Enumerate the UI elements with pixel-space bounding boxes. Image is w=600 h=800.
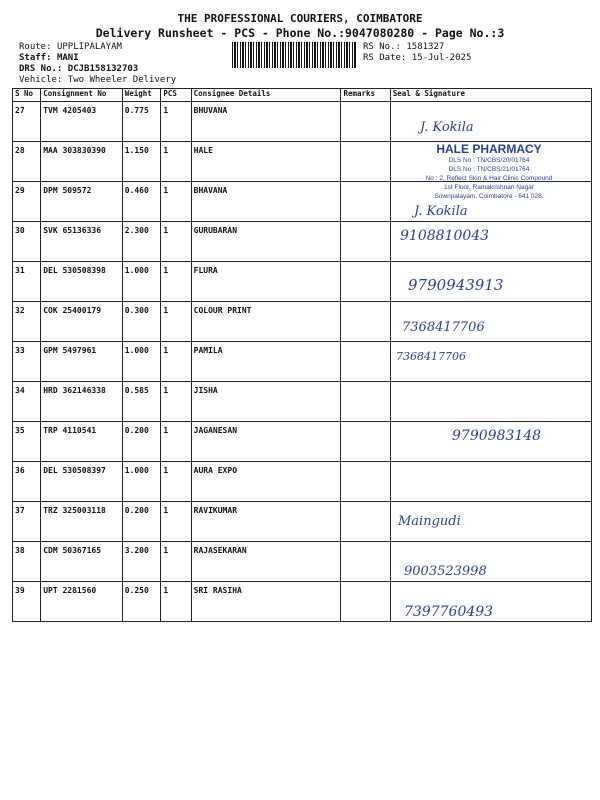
cell-sno: 30 — [13, 222, 41, 262]
cell-remarks — [341, 462, 390, 502]
cell-consignee: HALE — [191, 142, 341, 182]
cell-weight: 0.775 — [122, 102, 161, 142]
cell-sno: 38 — [13, 542, 41, 582]
cell-remarks — [341, 422, 390, 462]
cell-pcs: 1 — [161, 302, 191, 342]
cell-weight: 1.000 — [122, 262, 161, 302]
col-sno-header: S No — [13, 89, 41, 102]
cell-remarks — [341, 502, 390, 542]
company-title: THE PROFESSIONAL COURIERS, COIMBATORE — [177, 12, 423, 25]
cell-remarks — [341, 542, 390, 582]
table-row — [13, 382, 592, 422]
cell-consignee: COLOUR PRINT — [191, 302, 341, 342]
handwritten-signature: J. Kokila — [420, 120, 474, 135]
cell-consignee: BHAVANA — [191, 182, 341, 222]
cell-pcs: 1 — [161, 342, 191, 382]
cell-pcs: 1 — [161, 462, 191, 502]
cell-consignee: RAJASEKARAN — [191, 542, 341, 582]
pharmacy-stamp — [404, 143, 574, 201]
cell-pcs: 1 — [161, 222, 191, 262]
runsheet-subtitle: Delivery Runsheet - PCS - Phone No.:9047080280 - Page No.:3 — [95, 26, 505, 40]
staff-label: Staff: — [19, 53, 52, 63]
cell-consignment: GPM 5497961 — [41, 342, 122, 382]
cell-consignment: SVK 65136336 — [41, 222, 122, 262]
cell-remarks — [341, 102, 390, 142]
cell-sno: 29 — [13, 182, 41, 222]
cell-weight: 1.000 — [122, 462, 161, 502]
cell-sno: 36 — [13, 462, 41, 502]
cell-consignment: CDM 50367165 — [41, 542, 122, 582]
cell-consignment: DEL 530508398 — [41, 262, 122, 302]
col-signature-header: Seal & Signature — [390, 89, 591, 102]
stamp-line: No : 2, Reflect Skin & Hair Clinic Compound — [425, 175, 553, 182]
cell-consignee: PAMILA — [191, 342, 341, 382]
cell-consignee: RAVIKUMAR — [191, 502, 341, 542]
route-label: Route: — [19, 42, 52, 52]
handwritten-signature: 9003523998 — [404, 564, 487, 579]
cell-consignment: MAA 303830390 — [41, 142, 122, 182]
cell-consignment: DPM 509572 — [41, 182, 122, 222]
cell-pcs: 1 — [161, 382, 191, 422]
cell-sno: 27 — [13, 102, 41, 142]
cell-pcs: 1 — [161, 542, 191, 582]
cell-sno: 28 — [13, 142, 41, 182]
cell-consignee: GURUBARAN — [191, 222, 341, 262]
cell-pcs: 1 — [161, 182, 191, 222]
cell-remarks — [341, 342, 390, 382]
handwritten-signature: J. Kokila — [414, 204, 468, 219]
cell-sno: 35 — [13, 422, 41, 462]
stamp-name: HALE PHARMACY — [436, 142, 542, 156]
rs-no-label: RS No.: — [363, 42, 401, 52]
cell-pcs: 1 — [161, 422, 191, 462]
handwritten-signature: 7368417706 — [402, 320, 485, 335]
col-consignment-header: Consignment No — [41, 89, 122, 102]
cell-consignment: TRZ 325003118 — [41, 502, 122, 542]
drs-line — [19, 64, 138, 74]
col-consignee-header: Consignee Details — [191, 89, 341, 102]
cell-weight: 0.585 — [122, 382, 161, 422]
rs-no-value: 1581327 — [406, 42, 445, 52]
staff-value: MANI — [56, 53, 79, 63]
rs-date-line — [363, 53, 471, 63]
cell-remarks — [341, 222, 390, 262]
vehicle-value: Two Wheeler Delivery — [67, 75, 177, 85]
cell-sno: 32 — [13, 302, 41, 342]
cell-sno: 39 — [13, 582, 41, 622]
cell-remarks — [341, 382, 390, 422]
col-pcs-header: PCS — [161, 89, 191, 102]
barcode — [232, 42, 356, 68]
cell-remarks — [341, 302, 390, 342]
table-row — [13, 222, 592, 262]
cell-remarks — [341, 582, 390, 622]
stamp-line: DLS No : TN/CBS/20/01764 — [448, 157, 530, 164]
handwritten-signature: 9108810043 — [400, 228, 490, 244]
cell-remarks — [341, 182, 390, 222]
route-line — [19, 42, 122, 52]
cell-sno: 37 — [13, 502, 41, 542]
table-row — [13, 302, 592, 342]
vehicle-label: Vehicle: — [19, 75, 63, 85]
cell-weight: 3.200 — [122, 542, 161, 582]
cell-consignment: UPT 2281560 — [41, 582, 122, 622]
cell-weight: 2.300 — [122, 222, 161, 262]
cell-consignee: FLURA — [191, 262, 341, 302]
cell-consignment: TRP 4110541 — [41, 422, 122, 462]
vehicle-line — [19, 75, 176, 85]
cell-weight: 0.460 — [122, 182, 161, 222]
stamp-line: 1st Floor, Ramakrishnan Nagar — [444, 184, 534, 191]
handwritten-signature: 9790943913 — [408, 276, 504, 294]
stamp-line: DLS No : TN/CBS/21/01764 — [448, 166, 530, 173]
rs-no-line — [363, 42, 444, 52]
handwritten-signature: 9790983148 — [452, 428, 542, 444]
table-row — [13, 542, 592, 582]
cell-sno: 31 — [13, 262, 41, 302]
route-value: UPPLIPALAYAM — [56, 42, 122, 52]
stamp-line: Sowripalayam, Coimbatore - 641 028. — [434, 193, 544, 200]
cell-pcs: 1 — [161, 142, 191, 182]
cell-consignee: BHUVANA — [191, 102, 341, 142]
cell-consignment: TVM 4205403 — [41, 102, 122, 142]
cell-consignment: HRD 362146338 — [41, 382, 122, 422]
cell-consignment: COK 25400179 — [41, 302, 122, 342]
rs-date-value: 15-Jul-2025 — [411, 53, 472, 63]
cell-sno: 33 — [13, 342, 41, 382]
cell-consignee: SRI RASIHA — [191, 582, 341, 622]
cell-weight: 0.200 — [122, 422, 161, 462]
handwritten-signature: Maingudi — [398, 514, 461, 529]
cell-remarks — [341, 262, 390, 302]
cell-signature — [390, 462, 591, 502]
cell-pcs: 1 — [161, 502, 191, 542]
cell-pcs: 1 — [161, 582, 191, 622]
cell-weight: 0.300 — [122, 302, 161, 342]
table-row — [13, 342, 592, 382]
cell-weight: 0.250 — [122, 582, 161, 622]
staff-line — [19, 53, 79, 63]
handwritten-signature: 7397760493 — [404, 604, 494, 620]
cell-weight: 1.150 — [122, 142, 161, 182]
cell-consignee: AURA EXPO — [191, 462, 341, 502]
col-weight-header: Weight — [122, 89, 161, 102]
cell-weight: 1.000 — [122, 342, 161, 382]
table-row — [13, 262, 592, 302]
cell-pcs: 1 — [161, 102, 191, 142]
cell-consignee: JISHA — [191, 382, 341, 422]
cell-remarks — [341, 142, 390, 182]
col-remarks-header: Remarks — [341, 89, 390, 102]
cell-consignment: DEL 530508397 — [41, 462, 122, 502]
table-header-row — [13, 89, 592, 102]
cell-pcs: 1 — [161, 262, 191, 302]
table-row — [13, 102, 592, 142]
drs-value: DCJB158132703 — [67, 64, 139, 74]
cell-weight: 0.200 — [122, 502, 161, 542]
table-row — [13, 582, 592, 622]
handwritten-signature: 7368417706 — [396, 350, 466, 363]
cell-sno: 34 — [13, 382, 41, 422]
cell-signature — [390, 382, 591, 422]
drs-label: DRS No.: — [19, 64, 63, 74]
table-row — [13, 502, 592, 542]
cell-consignee: JAGANESAN — [191, 422, 341, 462]
rs-date-label: RS Date: — [363, 53, 407, 63]
table-row — [13, 462, 592, 502]
